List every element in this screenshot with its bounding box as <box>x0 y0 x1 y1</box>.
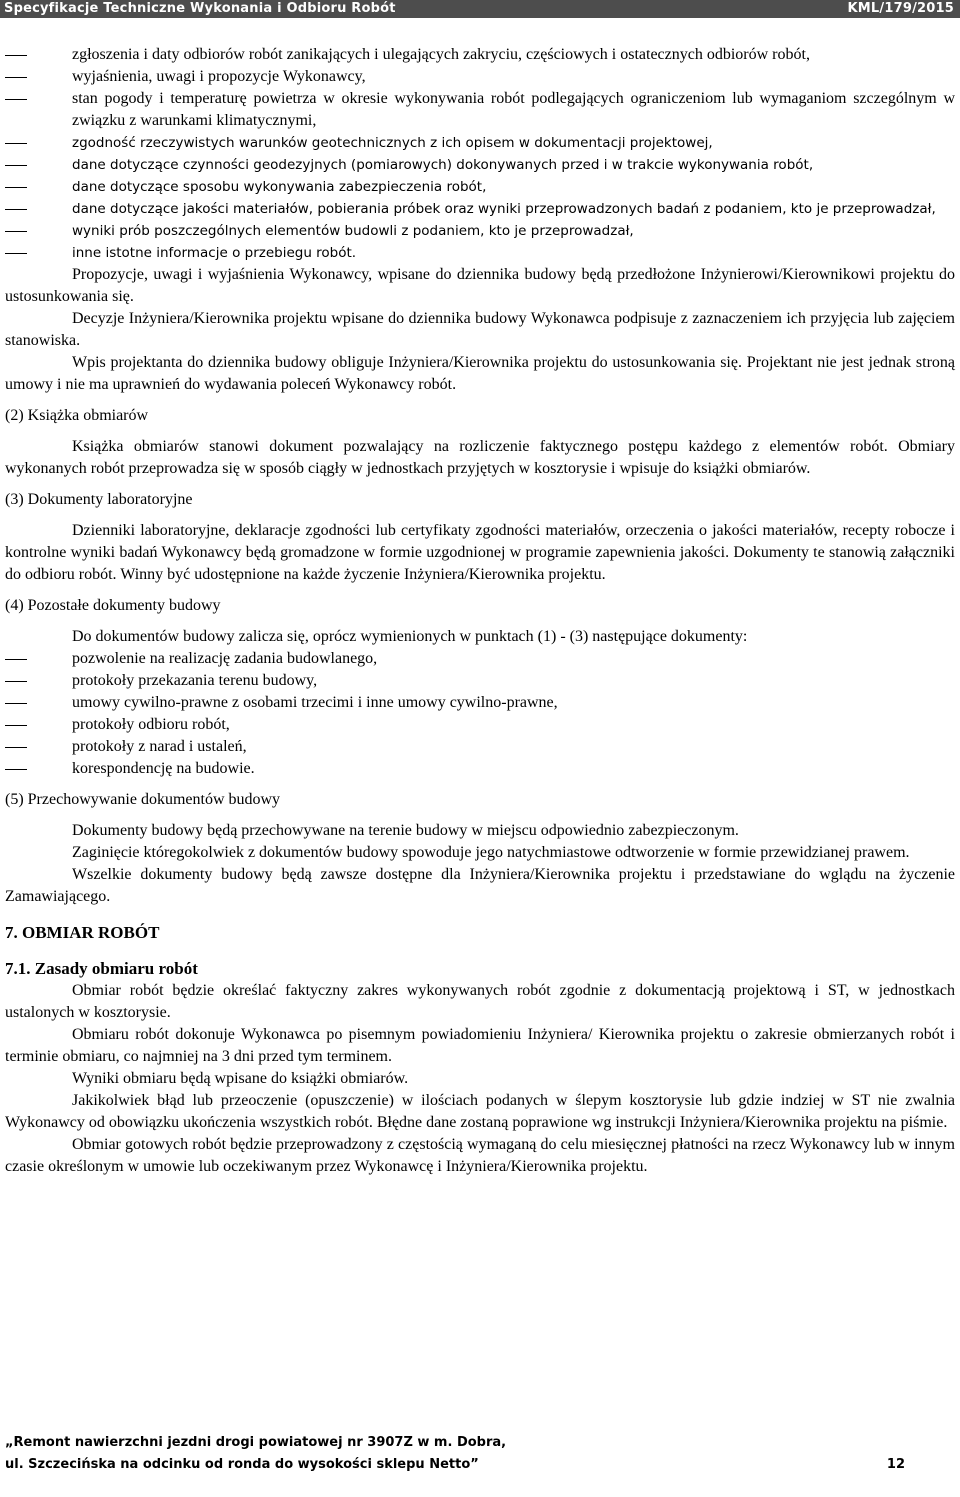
list-item: protokoły odbioru robót, <box>72 716 230 733</box>
header-title: Specyfikacje Techniczne Wykonania i Odbioru Robót <box>4 1 396 16</box>
section-text: Obmiar robót będzie określać faktyczny zakres wykonywanych robót zgodnie z dokumentacją projektową i ST, w jednostkach ustalonych w kosztorysie. <box>5 982 955 1021</box>
footer-project-location: ul. Szczecińska na odcinku od ronda do wysokości sklepu Netto” <box>5 1457 479 1472</box>
list-item: inne istotne informacje o przebiegu robót. <box>72 245 357 261</box>
list-item: zgłoszenia i daty odbiorów robót zanikających i ulegających zakryciu, częściowych i ostatecznych odbiorów robót, <box>72 46 810 63</box>
section-heading: (3) Dokumenty laboratoryjne <box>5 491 193 508</box>
section-text: Obmiar gotowych robót będzie przeprowadzony z częstością wymaganą do celu miesięcznej płatności na rzecz Wykonawcy lub w innym czasie określonym w umowie lub oczekiwanym przez Wykonawcę i Inżyniera/Kierownika projektu. <box>5 1136 955 1175</box>
list-item: umowy cywilno-prawne z osobami trzecimi i inne umowy cywilno-prawne, <box>72 694 558 711</box>
list-item: korespondencję na budowie. <box>72 760 255 777</box>
document-body <box>5 44 955 1178</box>
page-header <box>0 0 960 18</box>
list-item: dane dotyczące jakości materiałów, pobierania próbek oraz wyniki przeprowadzonych badań z podaniem, kto je przeprowadzał, <box>72 201 936 217</box>
list-item: protokoły przekazania terenu budowy, <box>72 672 318 689</box>
list-item: dane dotyczące sposobu wykonywania zabezpieczenia robót, <box>72 179 487 195</box>
section-text: Wszelkie dokumenty budowy będą zawsze dostępne dla Inżyniera/Kierownika projektu i przedstawiane do wglądu na życzenie Zamawiającego. <box>5 866 955 905</box>
subchapter-heading: 7.1. Zasady obmiaru robót <box>5 959 198 978</box>
footer-line-1 <box>5 1433 945 1453</box>
section-text: Zaginięcie któregokolwiek z dokumentów budowy spowoduje jego natychmiastowe odtworzenie w formie przewidzianej prawem. <box>72 844 910 861</box>
section-text: Jakikolwiek błąd lub przeoczenie (opuszczenie) w ilościach podanych w ślepym kosztorysie lub gdzie indziej w ST nie zwalnia Wykonawcy od obowiązku ukończenia wszystkich robót. Błędne dane zostaną poprawione wg instrukcji Inżyniera/Kierownika projektu na piśmie. <box>5 1092 955 1131</box>
section-heading: (2) Książka obmiarów <box>5 407 149 424</box>
header-code: KML/179/2015 <box>847 1 954 16</box>
section-text: Książka obmiarów stanowi dokument pozwalający na rozliczenie faktycznego postępu każdego z elementów robót. Obmiary wykonanych robót przeprowadza się w sposób ciągły w jednostkach przyjętych w kosztorysie i wpisuje do książki obmiarów. <box>5 438 955 477</box>
list-item: stan pogody i temperaturę powietrza w okresie wykonywania robót podlegających ograniczeniom lub wymaganiom szczególnym w związku z warunkami klimatycznymi, <box>72 90 955 129</box>
list-item: wyniki prób poszczególnych elementów budowli z podaniem, kto je przeprowadzał, <box>72 223 634 239</box>
paragraph-wpis-projektanta: Wpis projektanta do dziennika budowy obliguje Inżyniera/Kierownika projektu do ustosunkowania się. Projektant nie jest jednak stroną umowy i nie ma uprawnień do wydawania poleceń Wykonawcy robót. <box>5 354 955 393</box>
section-heading: (4) Pozostałe dokumenty budowy <box>5 597 221 614</box>
list-item: wyjaśnienia, uwagi i propozycje Wykonawcy, <box>72 68 366 85</box>
chapter-heading: 7. OBMIAR ROBÓT <box>5 923 160 942</box>
paragraph-propozycje: Propozycje, uwagi i wyjaśnienia Wykonawcy, wpisane do dziennika budowy będą przedłożone Inżynierowi/Kierownikowi projektu do ustosunkowania się. <box>5 266 955 305</box>
footer-project-title: „Remont nawierzchni jezdni drogi powiatowej nr 3907Z w m. Dobra, <box>5 1435 507 1450</box>
list-item: dane dotyczące czynności geodezyjnych (pomiarowych) dokonywanych przed i w trakcie wykonywania robót, <box>72 157 814 173</box>
section-text: Dzienniki laboratoryjne, deklaracje zgodności lub certyfikaty zgodności materiałów, orzeczenia o jakości materiałów, recepty robocze i kontrolne wyniki badań Wykonawcy będą gromadzone w formie uzgodnionej w programie zapewnienia jakości. Dokumenty te stanowią załączniki do odbioru robót. Winny być udostępnione na każde życzenie Inżyniera/Kierownika projektu. <box>5 522 955 583</box>
page-number: 12 <box>886 1457 905 1472</box>
section-text: Dokumenty budowy będą przechowywane na terenie budowy w miejscu odpowiednio zabezpieczonym. <box>72 822 739 839</box>
section-text: Obmiaru robót dokonuje Wykonawca po pisemnym powiadomieniu Inżyniera/ Kierownika projektu o zakresie obmierzanych robót i terminie obmiaru, co najmniej na 3 dni przed tym terminem. <box>5 1026 955 1065</box>
section-text: Wyniki obmiaru będą wpisane do książki obmiarów. <box>72 1070 409 1087</box>
list-item: zgodność rzeczywistych warunków geotechnicznych z ich opisem w dokumentacji projektowej, <box>72 135 713 151</box>
section-heading: (5) Przechowywanie dokumentów budowy <box>5 791 281 808</box>
list-item: pozwolenie na realizację zadania budowlanego, <box>72 650 378 667</box>
footer-line-2 <box>5 1455 945 1475</box>
section-intro: Do dokumentów budowy zalicza się, oprócz wymienionych w punktach (1) - (3) następujące dokumenty: <box>72 628 748 645</box>
list-item: protokoły z narad i ustaleń, <box>72 738 247 755</box>
paragraph-decyzje: Decyzje Inżyniera/Kierownika projektu wpisane do dziennika budowy Wykonawca podpisuje z zaznaczeniem ich przyjęcia lub zajęciem stanowiska. <box>5 310 955 349</box>
